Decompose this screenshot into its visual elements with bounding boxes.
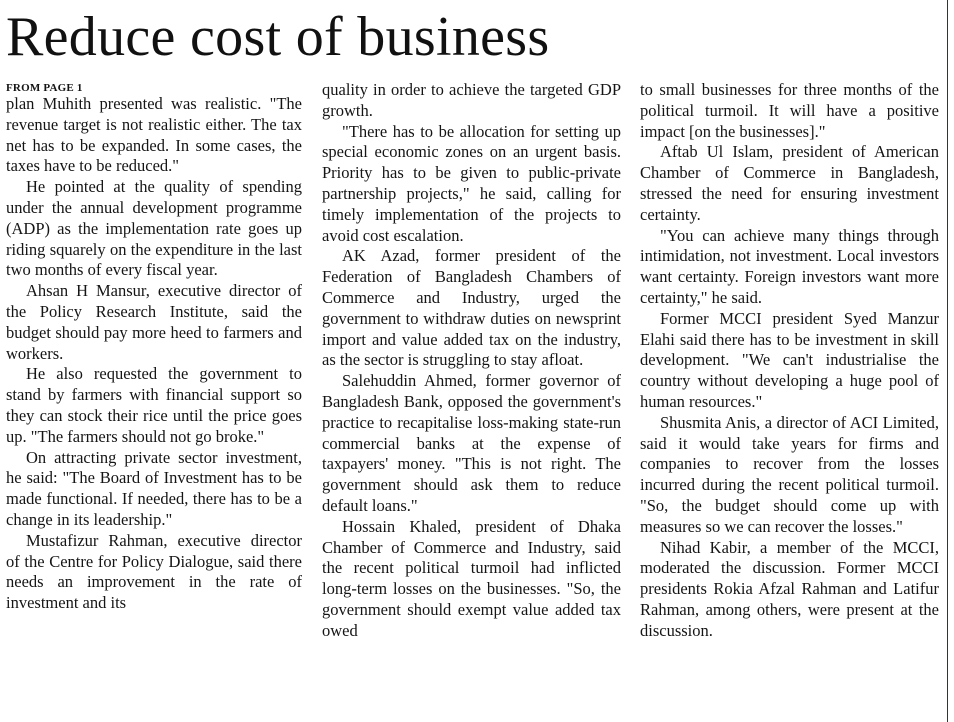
paragraph: He also requested the government to stand by farmers with financial support so they can stock their rice until the price goes up. "The farmers should not go broke."	[6, 364, 302, 446]
column-rule	[947, 0, 948, 722]
paragraph: Mustafizur Rahman, executive director of the Centre for Policy Dialogue, said there needs an improvement in the rate of investment and its	[6, 530, 302, 613]
paragraph: Hossain Khaled, president of Dhaka Chamber of Commerce and Industry, said the recent political turmoil had inflicted long-term losses on the businesses. "So, the government should exempt value added tax owed	[322, 516, 621, 640]
paragraph: Shusmita Anis, a director of ACI Limited, said it would take years for firms and companies to recover from the losses incurred during the recent political turmoil. "So, the budget should come up with measures so we can recover the losses."	[640, 412, 939, 536]
article-column-2	[322, 80, 621, 642]
continuation-kicker: FROM PAGE 1	[6, 82, 83, 94]
paragraph: Former MCCI president Syed Manzur Elahi said there has to be investment in skill development. "We can't industrialise the country without developing a huge pool of human resources."	[640, 308, 939, 411]
paragraph: AK Azad, former president of the Federation of Bangladesh Chambers of Commerce and Industry, urged the government to withdraw duties on newsprint import and value added tax on the industry, as the sector is struggling to stay afloat.	[322, 246, 621, 370]
article-column-1	[6, 80, 302, 614]
paragraph: Ahsan H Mansur, executive director of the Policy Research Institute, said the budget should pay more heed to farmers and workers.	[6, 281, 302, 363]
paragraph: Aftab Ul Islam, president of American Chamber of Commerce in Bangladesh, stressed the need for ensuring investment certainty.	[640, 142, 939, 224]
paragraph: plan Muhith presented was realistic. "The revenue target is not realistic either. The tax net has to be expanded. In some cases, the taxes have to be reduced."	[6, 94, 302, 176]
paragraph: to small businesses for three months of the political turmoil. It will have a positive impact [on the businesses]."	[640, 80, 939, 141]
paragraph: "There has to be allocation for setting up special economic zones on an urgent basis. Priority has to be given to public-private partnership projects," he said, calling for timely implementation of the projects to avoid cost escalation.	[322, 121, 621, 245]
paragraph: quality in order to achieve the targeted GDP growth.	[322, 80, 621, 120]
paragraph: On attracting private sector investment, he said: "The Board of Investment has to be made functional. If needed, there has to be a change in its leadership."	[6, 447, 302, 529]
paragraph: Nihad Kabir, a member of the MCCI, moderated the discussion. Former MCCI presidents Rokia Afzal Rahman and Latifur Rahman, among others, were present at the discussion.	[640, 537, 939, 640]
paragraph: "You can achieve many things through intimidation, not investment. Local investors want certainty. Foreign investors want more certainty," he said.	[640, 225, 939, 307]
paragraph: He pointed at the quality of spending under the annual development programme (ADP) as the implementation rate goes up riding squarely on the expenditure in the last two months of every fiscal year.	[6, 177, 302, 280]
paragraph: Salehuddin Ahmed, former governor of Bangladesh Bank, opposed the government's practice to recapitalise loss-making state-run commercial banks at the expense of taxpayers' money. "This is not right. The government should ask them to reduce default loans."	[322, 371, 621, 515]
article-column-3	[640, 80, 939, 642]
headline: Reduce cost of business	[6, 6, 550, 68]
